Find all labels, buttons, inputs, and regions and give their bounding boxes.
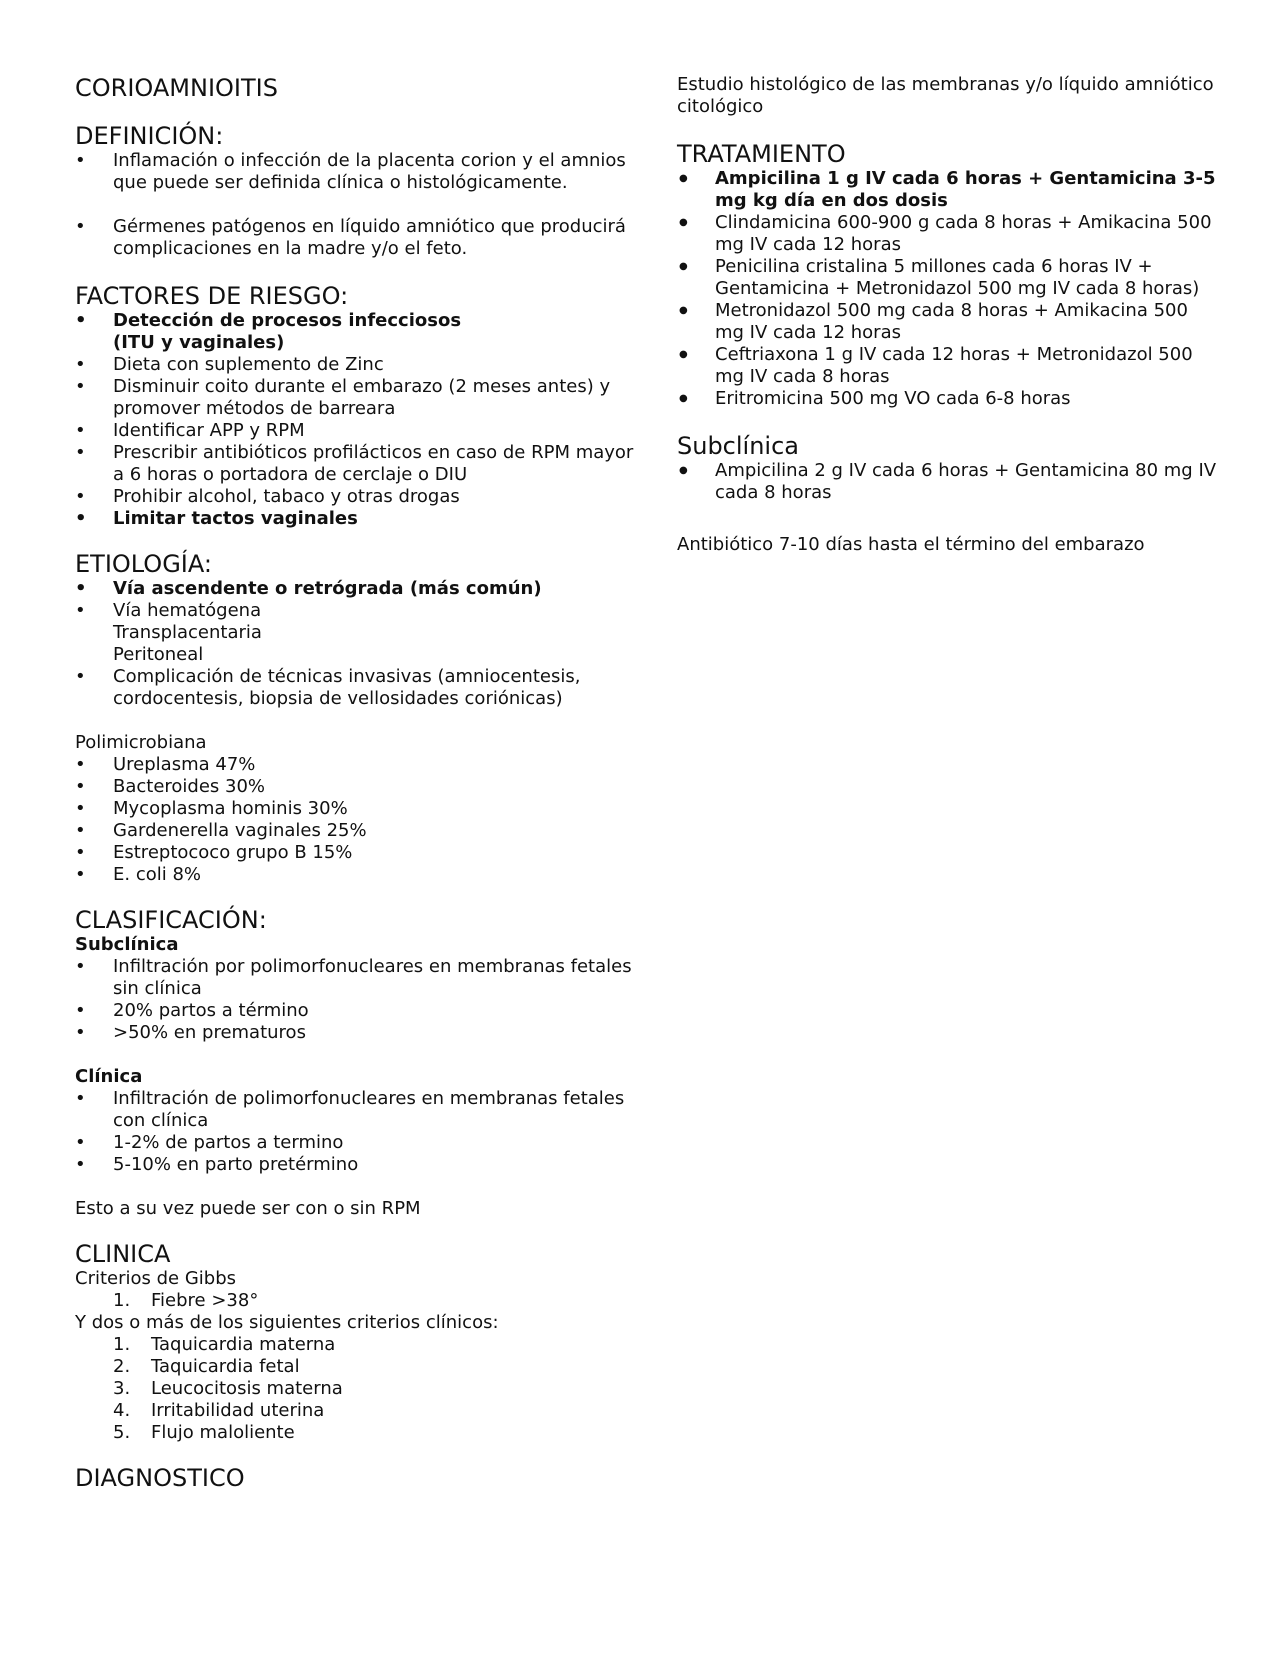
left-column xyxy=(75,74,635,1492)
list-item: • Complicación de técnicas invasivas (amniocentesis, cordocentesis, biopsia de vellosidades coriónicas) xyxy=(75,666,635,710)
list-item: ● Clindamicina 600-900 g cada 8 horas + Amikacina 500 mg IV cada 12 horas xyxy=(677,212,1217,256)
tratamiento-list xyxy=(677,168,1217,410)
list-item xyxy=(75,1378,635,1400)
factores-list xyxy=(75,310,635,530)
list-item: • Dieta con suplemento de Zinc xyxy=(75,354,635,376)
list-item: ● Ampicilina 1 g IV cada 6 horas + Gentamicina 3-5 mg kg día en dos dosis xyxy=(677,168,1217,212)
factores-heading: FACTORES DE RIESGO: xyxy=(75,282,349,310)
list-item-text: Fiebre >38° xyxy=(151,1290,259,1311)
list-item: • Prohibir alcohol, tabaco y otras drogas xyxy=(75,486,635,508)
list-item xyxy=(75,600,635,666)
list-item-text: Leucocitosis materna xyxy=(151,1378,343,1399)
list-item-text: Taquicardia materna xyxy=(151,1334,336,1355)
list-number: 4. xyxy=(113,1400,131,1421)
list-item xyxy=(75,1356,635,1378)
sub-item: Peritoneal xyxy=(113,644,204,665)
list-item: ● Metronidazol 500 mg cada 8 horas + Amikacina 500 mg IV cada 12 horas xyxy=(677,300,1217,344)
list-item: • Disminuir coito durante el embarazo (2 meses antes) y promover métodos de barreara xyxy=(75,376,635,420)
list-item: • 1-2% de partos a termino xyxy=(75,1132,635,1154)
list-item-line: Detección de procesos infecciosos xyxy=(113,310,462,331)
list-item: • Infiltración por polimorfonucleares en membranas fetales sin clínica xyxy=(75,956,635,1000)
list-item: • Gérmenes patógenos en líquido amniótico que producirá complicaciones en la madre y/o el feto. xyxy=(75,216,635,260)
list-item: • Prescribir antibióticos profilácticos en caso de RPM mayor a 6 horas o portadora de cerclaje o DIU xyxy=(75,442,635,486)
definicion-list xyxy=(75,150,635,260)
list-item-text: Taquicardia fetal xyxy=(151,1356,300,1377)
clinica-list xyxy=(75,1088,635,1176)
list-item-text: Vía hematógena xyxy=(113,600,262,621)
list-item: ● Penicilina cristalina 5 millones cada 6 horas IV + Gentamicina + Metronidazol 500 mg IV cada 8 horas) xyxy=(677,256,1217,300)
menores-label: Y dos o más de los siguientes criterios clínicos: xyxy=(75,1312,499,1333)
list-item: • Inflamación o infección de la placenta corion y el amnios que puede ser definida clínica o histológicamente. xyxy=(75,150,635,194)
clinica-label: Clínica xyxy=(75,1066,143,1087)
criterios-label: Criterios de Gibbs xyxy=(75,1268,237,1289)
list-item: • 5-10% en parto pretérmino xyxy=(75,1154,635,1176)
etiologia-list xyxy=(75,578,635,710)
clasificacion-heading: CLASIFICACIÓN: xyxy=(75,906,267,934)
list-item xyxy=(75,1422,635,1444)
polimicrobiana-list xyxy=(75,754,635,886)
list-item xyxy=(75,310,635,354)
etiologia-heading: ETIOLOGÍA: xyxy=(75,550,212,578)
definicion-heading: DEFINICIÓN: xyxy=(75,122,224,150)
list-number: 1. xyxy=(113,1334,131,1355)
list-number: 5. xyxy=(113,1422,131,1443)
list-number: 1. xyxy=(113,1290,131,1311)
list-item: • Mycoplasma hominis 30% xyxy=(75,798,635,820)
tratamiento-note: Antibiótico 7-10 días hasta el término del embarazo xyxy=(677,534,1145,555)
tratamiento-heading: TRATAMIENTO xyxy=(677,140,846,168)
list-item xyxy=(75,1334,635,1356)
list-item: • Ureplasma 47% xyxy=(75,754,635,776)
clinica-heading: CLINICA xyxy=(75,1240,171,1268)
diagnostico-text: Estudio histológico de las membranas y/o líquido amniótico citológico xyxy=(677,74,1214,117)
list-number: 3. xyxy=(113,1378,131,1399)
criterio-mayor-list xyxy=(75,1290,635,1312)
list-item: ● Eritromicina 500 mg VO cada 6-8 horas xyxy=(677,388,1217,410)
clasificacion-note: Esto a su vez puede ser con o sin RPM xyxy=(75,1198,421,1219)
list-item xyxy=(75,1400,635,1422)
list-item-line: (ITU y vaginales) xyxy=(113,332,285,353)
list-item-text: Flujo maloliente xyxy=(151,1422,295,1443)
criterios-menores-list xyxy=(75,1334,635,1444)
subclinica-list xyxy=(75,956,635,1044)
right-column xyxy=(677,74,1217,556)
list-item: • Gardenerella vaginales 25% xyxy=(75,820,635,842)
list-item: • E. coli 8% xyxy=(75,864,635,886)
diagnostico-heading: DIAGNOSTICO xyxy=(75,1464,245,1492)
document-title: CORIOAMNIOITIS xyxy=(75,74,278,102)
list-item: • Limitar tactos vaginales xyxy=(75,508,635,530)
list-item xyxy=(75,1290,635,1312)
list-item-text: Irritabilidad uterina xyxy=(151,1400,325,1421)
list-item: • Identificar APP y RPM xyxy=(75,420,635,442)
subclinica-label: Subclínica xyxy=(75,934,179,955)
polimicrobiana-label: Polimicrobiana xyxy=(75,732,207,753)
list-item: • Estreptococo grupo B 15% xyxy=(75,842,635,864)
list-number: 2. xyxy=(113,1356,131,1377)
tratamiento-subclinica-heading: Subclínica xyxy=(677,432,799,460)
list-item: • >50% en prematuros xyxy=(75,1022,635,1044)
sub-item: Transplacentaria xyxy=(113,622,262,643)
list-item: • 20% partos a término xyxy=(75,1000,635,1022)
list-item: ● Ampicilina 2 g IV cada 6 horas + Gentamicina 80 mg IV cada 8 horas xyxy=(677,460,1217,504)
tratamiento-subclinica-list xyxy=(677,460,1217,504)
list-item: • Bacteroides 30% xyxy=(75,776,635,798)
list-item: ● Ceftriaxona 1 g IV cada 12 horas + Metronidazol 500 mg IV cada 8 horas xyxy=(677,344,1217,388)
list-item: • Infiltración de polimorfonucleares en membranas fetales con clínica xyxy=(75,1088,635,1132)
list-item: • Vía ascendente o retrógrada (más común) xyxy=(75,578,635,600)
